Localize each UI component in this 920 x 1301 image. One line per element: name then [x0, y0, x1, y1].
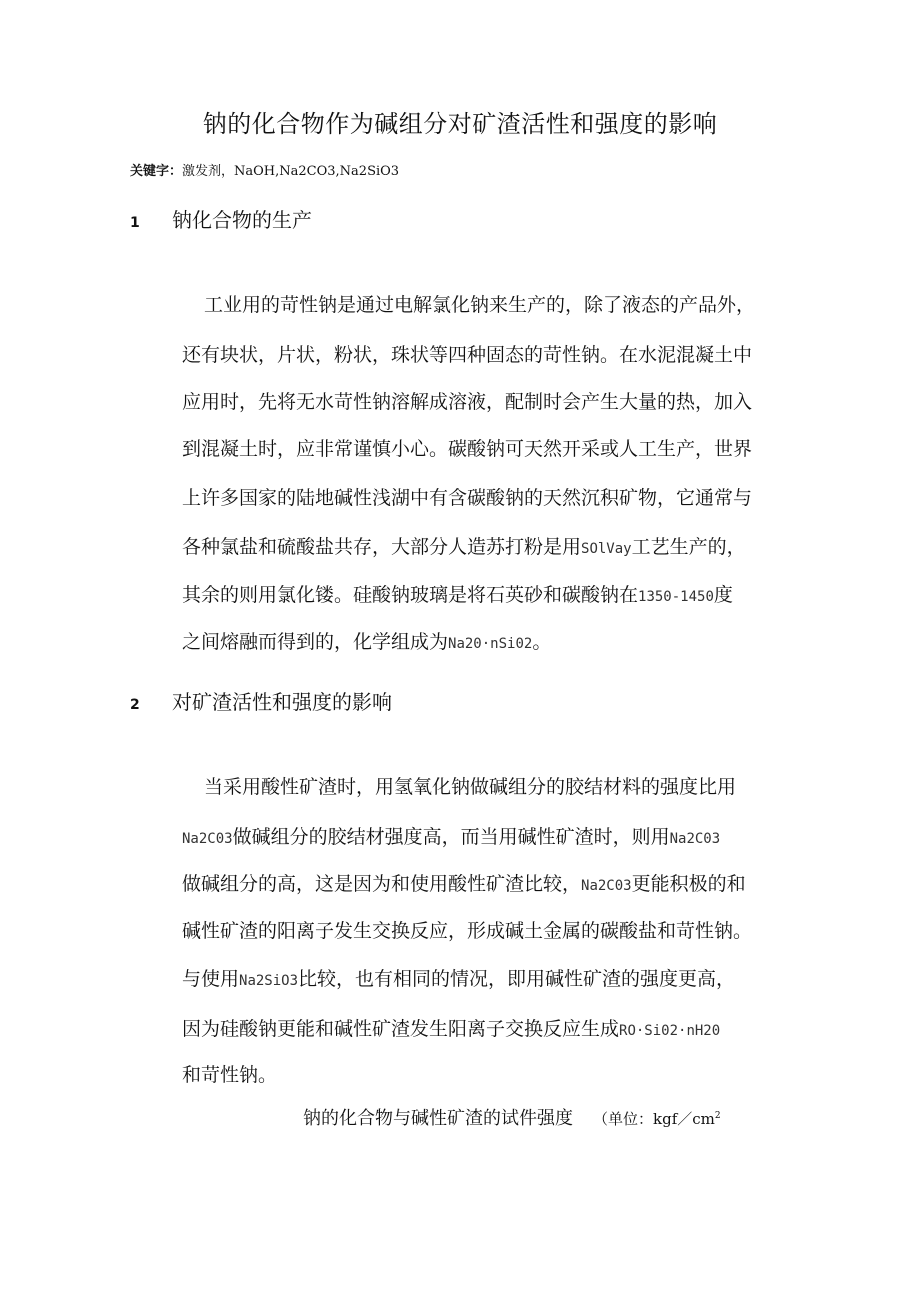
section-2-number: 2	[130, 697, 140, 713]
caption-text: 钠的化合物与碱性矿渣的试件强度	[303, 1108, 573, 1129]
paragraph-line: 工业用的苛性钠是通过电解氯化钠来生产的，除了液态的产品外，	[204, 294, 756, 316]
keywords-label: 关键字：	[130, 164, 183, 179]
inline-code: Na2C03	[182, 831, 233, 847]
paragraph-line: 与使用Na2SiO3比较，也有相同的情况，即用碱性矿渣的强度更高，	[182, 968, 736, 990]
caption-unit: （单位：$kgf/cm^2$	[593, 1110, 721, 1128]
paragraph-line: 到混凝土时，应非常谨慎小心。碳酸钠可天然开采或人工生产，世界	[182, 438, 753, 460]
document-title: 钠的化合物作为碱组分对矿渣活性和强度的影响	[202, 110, 718, 138]
inline-code: 1350-1450	[638, 589, 714, 605]
keywords-value: 激发剂，NaOH,Na2CO3,Na2SiO3	[182, 164, 400, 179]
paragraph-line: 之间熔融而得到的，化学组成为Na20·nSi02。	[182, 631, 552, 653]
paragraph-line: 因为硅酸钠更能和碱性矿渣发生阳离子交换反应生成RO·Si02·nH20	[182, 1018, 721, 1040]
section-2-heading	[130, 686, 392, 715]
section-1-title: 钠化合物的生产	[172, 208, 312, 232]
inline-code: Na2C03	[581, 878, 632, 894]
keywords-line	[130, 160, 399, 179]
inline-code: RO·Si02·nH20	[619, 1023, 721, 1039]
table-caption	[303, 1104, 721, 1130]
inline-code: SOlVay	[581, 541, 632, 557]
paragraph-line: 其余的则用氯化镂。硅酸钠玻璃是将石英砂和碳酸钠在1350-1450度	[182, 584, 733, 606]
section-1-number: 1	[130, 215, 140, 231]
paragraph-line: 当采用酸性矿渣时，用氢氧化钠做碱组分的胶结材料的强度比用	[204, 776, 737, 798]
paragraph-line: 各种氯盐和硫酸盐共存，大部分人造苏打粉是用SOlVay工艺生产的，	[182, 536, 746, 558]
paragraph-line: 上许多国家的陆地碱性浅湖中有含碳酸钠的天然沉积矿物，它通常与	[182, 487, 753, 509]
paragraph-line: 做碱组分的高，这是因为和使用酸性矿渣比较，Na2C03更能积极的和	[182, 873, 746, 895]
paragraph-line: 还有块状，片状，粉状，珠状等四种固态的苛性钠。在水泥混凝土中	[182, 344, 753, 366]
inline-code: Na20·nSi02	[448, 636, 533, 652]
section-1-heading	[130, 204, 312, 233]
paragraph-line: 和苛性钠。	[182, 1064, 278, 1086]
section-2-title: 对矿渣活性和强度的影响	[172, 690, 392, 714]
paragraph-line: 应用时，先将无水苛性钠溶解成溶液，配制时会产生大量的热，加入	[182, 391, 753, 413]
inline-code: Na2C03	[669, 831, 721, 847]
inline-code: Na2SiO3	[239, 973, 299, 989]
paragraph-line: 碱性矿渣的阳离子发生交换反应，形成碱土金属的碳酸盐和苛性钠。	[182, 920, 753, 942]
paragraph-line: Na2C03做碱组分的胶结材强度高，而当用碱性矿渣时，则用Na2C03	[182, 826, 721, 848]
